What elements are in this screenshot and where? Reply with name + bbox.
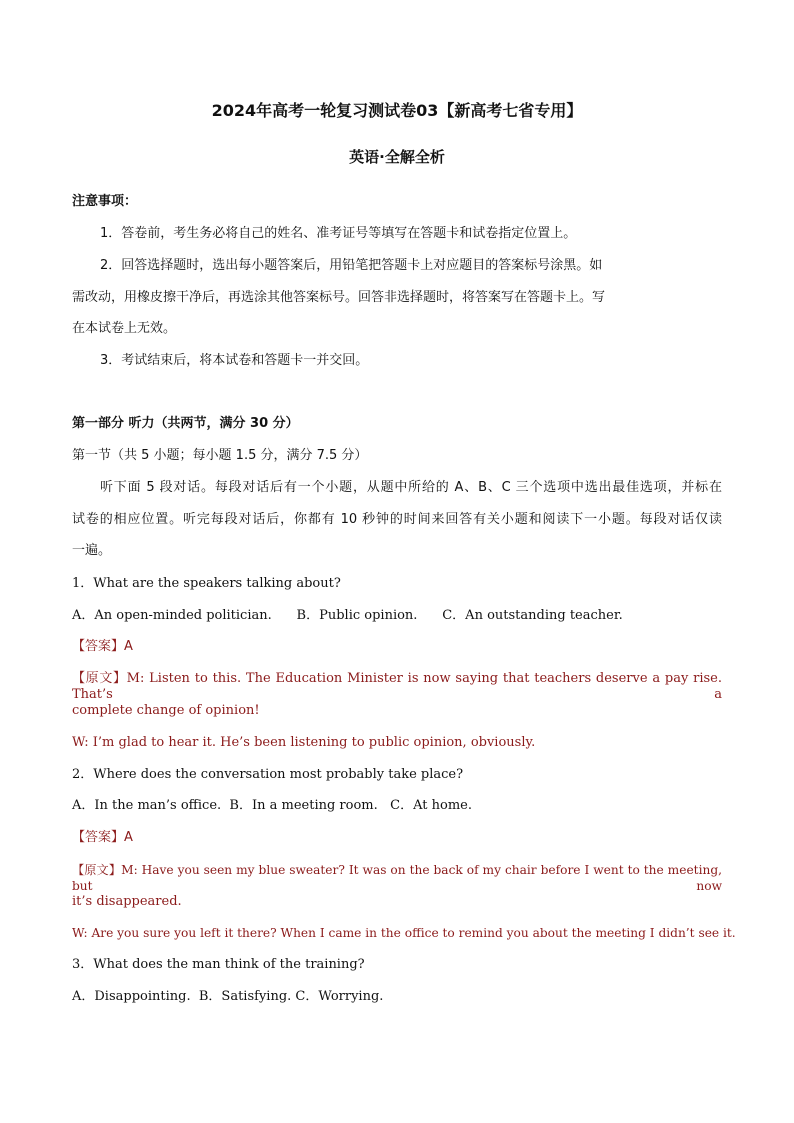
question-1-transcript-line-3: W: I’m glad to hear it. He’s been listening to public opinion, obviously. [72,735,536,750]
notice-item-2-line-2: 需改动，用橡皮擦干净后，再选涂其他答案标号。回答非选择题时，将答案写在答题卡上。写 [72,290,606,305]
section1-heading: 第一节（共 5 小题；每小题 1.5 分，满分 7.5 分） [72,448,368,463]
question-2: 2．Where does the conversation most probably take place? [72,767,464,782]
notice-item-1: 1．答卷前，考生务必将自己的姓名、准考证号等填写在答题卡和试卷指定位置上。 [100,226,577,241]
question-2-transcript-line-2: it’s disappeared. [72,894,182,909]
question-3: 3．What does the man think of the training? [72,957,365,972]
notice-heading: 注意事项： [72,194,138,209]
question-1-transcript-line-2: complete change of opinion! [72,703,260,718]
question-2-options: A．In the man’s office. B．In a meeting room. C．At home. [72,798,472,813]
question-1-options: A．An open-minded politician. B．Public opinion. C．An outstanding teacher. [72,608,623,623]
doc-title: 2024年高考一轮复习测试卷03【新高考七省专用】 [211,101,583,120]
question-1-transcript-line-1: 【原文】M: Listen to this. The Education Minister is now saying that teachers deserve a pay rise. That’s a [72,671,722,702]
notice-item-2-line-1: 2．回答选择题时，选出每小题答案后，用铅笔把答题卡上对应题目的答案标号涂黑。如 [100,258,603,273]
instructions-line-1: 听下面 5 段对话。每段对话后有一个小题，从题中所给的 A、B、C 三个选项中选出最佳选项，并标在 [100,480,722,495]
doc-subtitle: 英语·全解全析 [349,148,445,166]
notice-item-2-line-3: 在本试卷上无效。 [72,321,177,336]
question-2-answer: 【答案】A [72,830,133,845]
question-3-options: A．Disappointing. B．Satisfying. C．Worrying. [72,989,384,1004]
instructions-line-3: 一遍。 [72,543,112,558]
question-1: 1．What are the speakers talking about? [72,576,341,591]
question-1-answer: 【答案】A [72,639,133,654]
instructions-line-2: 试卷的相应位置。听完每段对话后，你都有 10 秒钟的时间来回答有关小题和阅读下一小题。每段对话仅读 [72,512,722,527]
question-2-transcript-line-3: W: Are you sure you left it there? When I came in the office to remind you about the meeting I didn’t see it. [72,926,736,940]
part1-heading: 第一部分 听力（共两节，满分 30 分） [72,416,299,431]
question-2-transcript-line-1: 【原文】M: Have you seen my blue sweater? It was on the back of my chair before I went to the meeting, but now [72,863,722,893]
notice-item-3: 3．考试结束后，将本试卷和答题卡一并交回。 [100,353,369,368]
